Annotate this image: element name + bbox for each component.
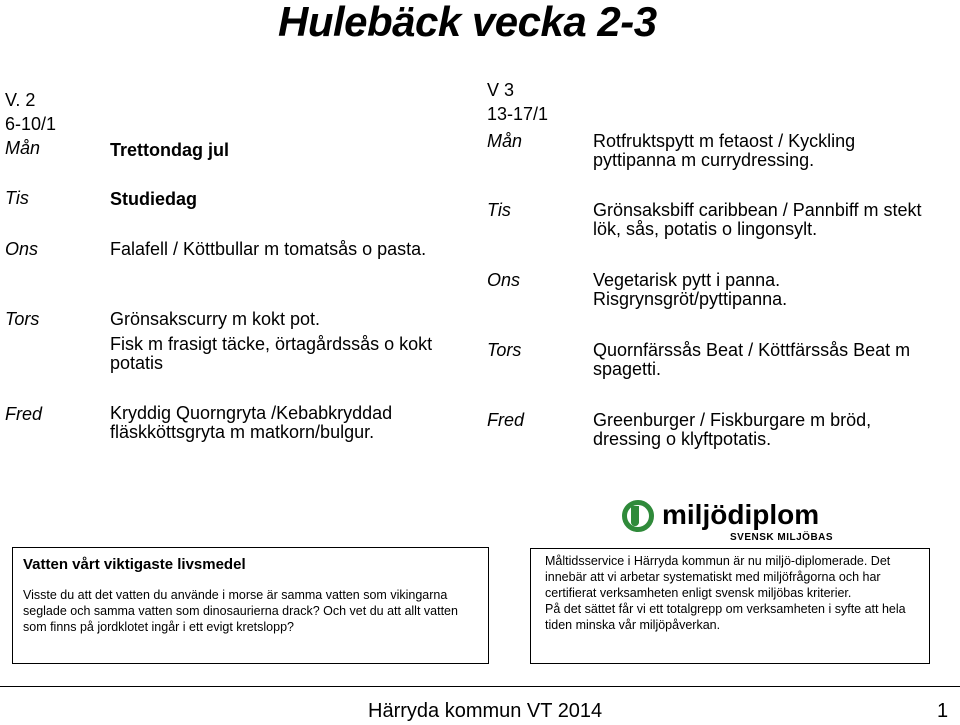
week2-dates: 6-10/1 [5, 114, 57, 134]
water-box-text: Visste du att det vatten du använde i morse är samma vatten som vikingarna seglade och samma vatten som dinosaurierna drack? Och vet du att allt vatten som finns på jordklotet ingår i ett evigt kretslopp? [23, 588, 458, 634]
env-box-para1: Måltidsservice i Härryda kommun är nu miljö-diplomerade. Det innebär att vi arbetar systematiskt med miljöfrågorna och har certifierat verksamheten enligt svensk miljöbas kriterier. [545, 554, 891, 600]
week3-dates: 13-17/1 [487, 104, 549, 124]
week2-day-thu: Tors [5, 309, 40, 329]
week2-dish-wed: Falafell / Köttbullar m tomatsås o pasta. [110, 239, 427, 259]
week3-day-wed: Ons [487, 270, 521, 290]
week3-day-thu: Tors [487, 340, 522, 360]
water-info-box [12, 547, 489, 664]
week2-day-tue: Tis [5, 188, 29, 208]
week2-dish-thu-2: Fisk m frasigt täcke, örtagårdssås o kokt potatis [110, 334, 433, 373]
week3-day-tue: Tis [487, 200, 511, 220]
week3-label: V 3 [487, 80, 515, 100]
week3-dish-wed: Vegetarisk pytt i panna. Risgrynsgröt/pyttipanna. [593, 270, 788, 309]
week2-day-wed: Ons [5, 239, 39, 259]
week3-dish-thu: Quornfärssås Beat / Köttfärssås Beat m spagetti. [593, 340, 911, 379]
page-title: Hulebäck vecka 2-3 [278, 0, 657, 45]
week3-dish-fri: Greenburger / Fiskburgare m bröd, dressing o klyftpotatis. [593, 410, 872, 449]
week2-dish-fri: Kryddig Quorngryta /Kebabkryddad fläskköttsgryta m matkorn/bulgur. [110, 403, 393, 442]
logo-name: miljödiplom [662, 499, 820, 530]
week3-dish-mon: Rotfruktspytt m fetaost / Kyckling pyttipanna m currydressing. [593, 131, 856, 170]
water-box-heading: Vatten vårt viktigaste livsmedel [23, 556, 246, 573]
footer-divider [0, 686, 960, 687]
week3-day-mon: Mån [487, 131, 523, 151]
week2-day-mon: Mån [5, 138, 41, 158]
logo-tagline: SVENSK MILJÖBAS [730, 532, 834, 543]
env-info-box [530, 548, 930, 664]
page-number: 1 [937, 700, 949, 722]
week2-dish-tue: Studiedag [110, 189, 198, 209]
env-box-para2: På det sättet får vi ett totalgrepp om verksamheten i syfte att hela tiden minska vår miljöpåverkan. [545, 602, 906, 632]
week2-day-fri: Fred [5, 404, 43, 424]
week2-dish-thu-1: Grönsakscurry m kokt pot. [110, 309, 321, 329]
miljodiplom-logo [622, 500, 872, 548]
week3-day-fri: Fred [487, 410, 525, 430]
week3-dish-tue: Grönsaksbiff caribbean / Pannbiff m stekt lök, sås, potatis o lingonsylt. [593, 200, 922, 239]
week2-dish-mon: Trettondag jul [110, 140, 229, 160]
footer-text: Härryda kommun VT 2014 [368, 700, 603, 722]
week2-label: V. 2 [5, 90, 36, 110]
